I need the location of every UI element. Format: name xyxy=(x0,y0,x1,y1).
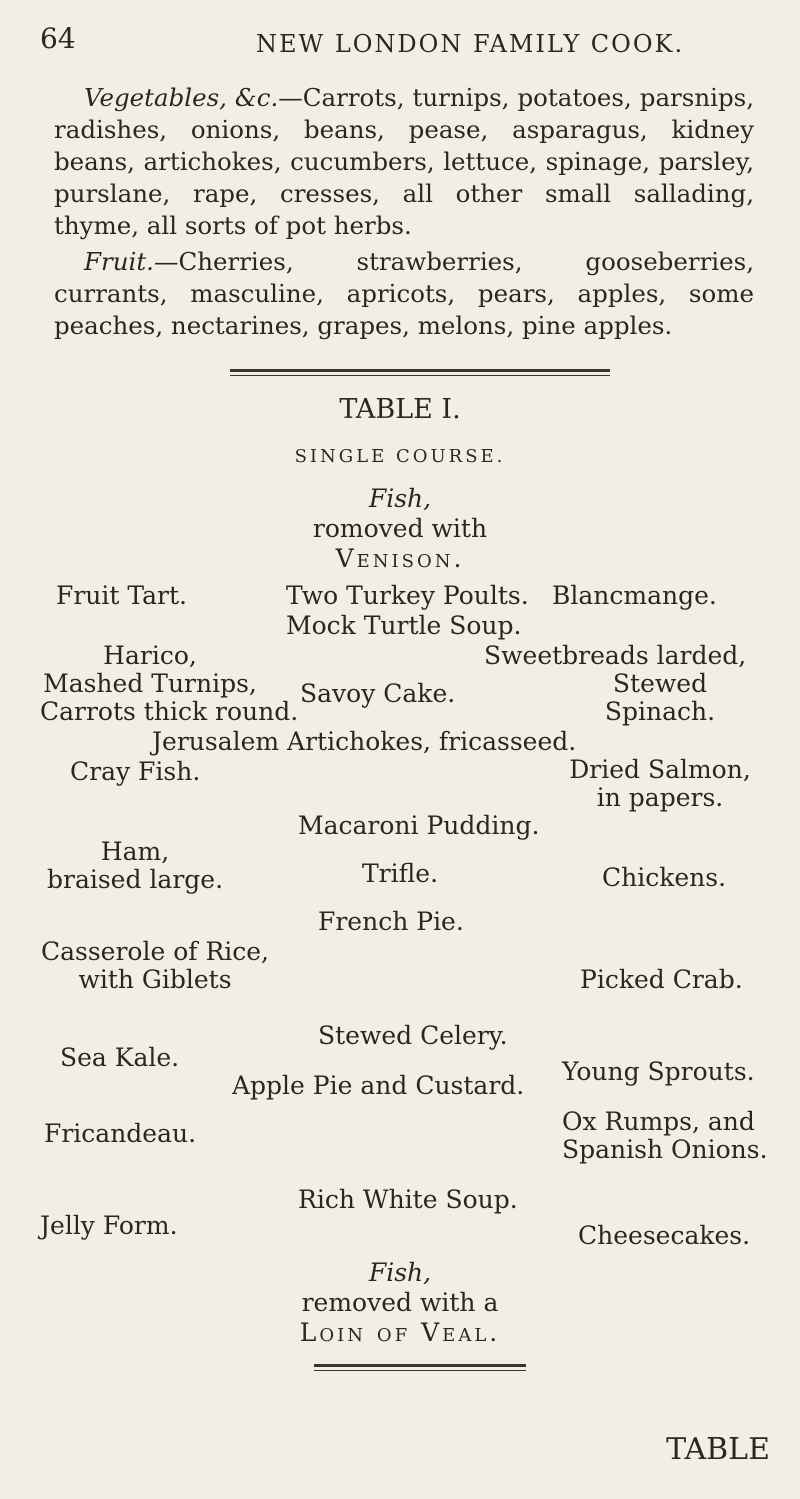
bottom-remove-dish: Loin of Veal. xyxy=(299,1318,501,1347)
dish-ham-line1: Ham, xyxy=(100,837,170,866)
dish-harico-group xyxy=(40,641,299,726)
dish-ham-line2: braised large. xyxy=(46,865,224,894)
dish-dried-salmon-line1: Dried Salmon, xyxy=(569,755,751,784)
dish-macaroni-pudding: Macaroni Pudding. xyxy=(298,811,540,840)
dish-dried-salmon-line2: in papers. xyxy=(596,783,724,812)
dish-casserole-line2: with Giblets xyxy=(78,965,232,994)
dish-stewed-celery: Stewed Celery. xyxy=(318,1021,508,1050)
running-head: NEW LONDON FAMILY COOK. xyxy=(256,30,685,58)
dish-dried-salmon xyxy=(560,756,760,812)
dish-young-sprouts: Young Sprouts. xyxy=(562,1057,755,1086)
dish-picked-crab: Picked Crab. xyxy=(580,965,743,994)
fruit-text: —Cherries, strawberries, gooseberries, currants, masculine, apricots, pears, apples, some peaches, nectarines, grapes, melons, pine apples. xyxy=(54,247,754,340)
vegetables-text: —Carrots, turnips, potatoes, parsnips, radishes, onions, beans, pease, asparagus, kidney beans, artichokes, cucumbers, lettuce, spinage, parsley, purslane, rape, cresses, all other small sallading, thyme, all sorts of pot herbs. xyxy=(54,83,755,240)
dish-fruit-tart: Fruit Tart. xyxy=(56,581,187,610)
bottom-remove xyxy=(0,1258,800,1348)
dish-mock-turtle-soup: Mock Turtle Soup. xyxy=(286,611,522,640)
top-remove xyxy=(0,484,800,574)
bottom-removed: removed with a xyxy=(301,1288,499,1317)
top-fish: Fish, xyxy=(368,484,432,513)
top-removed: romoved with xyxy=(312,514,488,543)
table-subtitle: SINGLE COURSE. xyxy=(294,446,506,467)
dish-stewed-spinach xyxy=(580,670,740,726)
top-remove-dish: Venison. xyxy=(335,544,465,573)
dish-carrots-thick-round: Carrots thick round. xyxy=(40,697,299,726)
dish-ox-rumps xyxy=(562,1108,768,1164)
dish-rich-white-soup: Rich White Soup. xyxy=(298,1185,518,1214)
dish-spinach: Spinach. xyxy=(604,697,716,726)
dish-casserole-line1: Casserole of Rice, xyxy=(40,937,270,966)
dish-ox-rumps-line1: Ox Rumps, and xyxy=(562,1107,755,1136)
bottom-rule xyxy=(314,1364,526,1367)
dish-cray-fish: Cray Fish. xyxy=(70,757,201,786)
catchword: TABLE xyxy=(666,1432,770,1467)
dish-stewed: Stewed xyxy=(612,669,708,698)
fruit-paragraph xyxy=(54,246,754,342)
bottom-fish: Fish, xyxy=(368,1258,432,1287)
vegetables-paragraph xyxy=(54,82,754,242)
dish-savoy-cake: Savoy Cake. xyxy=(300,679,456,708)
dish-mashed-turnips: Mashed Turnips, xyxy=(43,669,257,698)
top-rule xyxy=(230,369,610,372)
dish-cheesecakes: Cheesecakes. xyxy=(578,1221,751,1250)
vegetables-lead: Vegetables, &c. xyxy=(84,83,279,112)
dish-casserole-of-rice xyxy=(30,938,280,994)
fruit-lead: Fruit. xyxy=(84,247,154,276)
page-number: 64 xyxy=(40,22,76,55)
top-rule-thin xyxy=(230,375,610,376)
dish-harico: Harico, xyxy=(103,641,197,670)
dish-fricandeau: Fricandeau. xyxy=(44,1119,197,1148)
dish-ox-rumps-line2: Spanish Onions. xyxy=(562,1135,768,1164)
dish-apple-pie-and-custard: Apple Pie and Custard. xyxy=(232,1071,525,1100)
dish-sweetbreads-larded: Sweetbreads larded, xyxy=(484,641,747,670)
dish-trifle: Trifle. xyxy=(362,859,439,888)
bottom-rule-thin xyxy=(314,1370,526,1371)
dish-two-turkey-poults: Two Turkey Poults. xyxy=(286,581,529,610)
dish-chickens: Chickens. xyxy=(602,863,727,892)
dish-french-pie: French Pie. xyxy=(318,907,464,936)
table-title: TABLE I. xyxy=(339,394,461,425)
dish-blancmange: Blancmange. xyxy=(552,581,717,610)
dish-jerusalem-artichokes: Jerusalem Artichokes, fricasseed. xyxy=(152,727,577,756)
dish-ham xyxy=(40,838,230,894)
dish-jelly-form: Jelly Form. xyxy=(40,1211,178,1240)
dish-sea-kale: Sea Kale. xyxy=(60,1043,180,1072)
